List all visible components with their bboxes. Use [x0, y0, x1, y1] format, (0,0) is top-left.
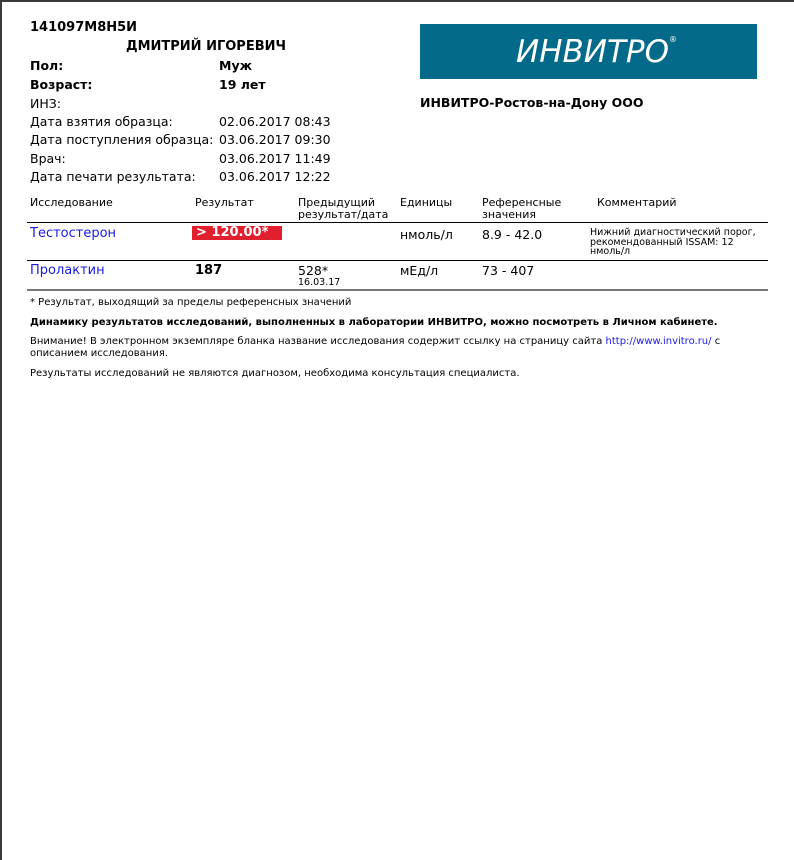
sample-received-value: 03.06.2017 09:30	[219, 132, 331, 147]
lab-org-name: ИНВИТРО-Ростов-на-Дону ООО	[420, 95, 644, 110]
row-divider	[27, 260, 768, 261]
col-header-ref	[482, 197, 561, 221]
invitro-site-link[interactable]: http://www.invitro.ru/	[605, 336, 712, 347]
col-header-result: Результат	[195, 196, 254, 209]
col-header-test: Исследование	[30, 196, 113, 209]
inz-label: ИНЗ:	[30, 96, 61, 111]
sex-label: Пол:	[30, 58, 64, 73]
col-header-prev-line1: Предыдущий	[298, 196, 376, 209]
col-header-units: Единицы	[400, 196, 453, 209]
ref-range-value: 73 - 407	[482, 263, 535, 278]
col-header-ref-line1: Референсные	[482, 196, 562, 209]
age-label: Возраст:	[30, 77, 93, 92]
frame-top-border	[0, 0, 794, 2]
test-link-testosterone[interactable]: Тестостерон	[30, 226, 117, 241]
sex-value: Муж	[219, 58, 253, 73]
sample-received-label: Дата поступления образца:	[30, 132, 214, 147]
test-link-prolactin[interactable]: Пролактин	[30, 263, 105, 278]
result-value: 187	[195, 263, 223, 278]
doctor-value: 03.06.2017 11:49	[219, 151, 331, 166]
dynamics-note: Динамику результатов исследований, выполненных в лаборатории ИНВИТРО, можно посмотреть в Личном кабинете.	[30, 317, 718, 328]
attention-note	[30, 336, 760, 360]
result-flagged-value: > 120.00*	[192, 226, 282, 240]
table-bottom-divider	[27, 289, 768, 291]
sample-taken-label: Дата взятия образца:	[30, 114, 173, 129]
prev-result-date: 16.03.17	[298, 277, 341, 288]
registered-mark-icon: ®	[669, 35, 677, 44]
age-value: 19 лет	[219, 77, 266, 92]
sample-taken-value: 02.06.2017 08:43	[219, 114, 331, 129]
col-header-comment: Комментарий	[597, 196, 677, 209]
doctor-label: Врач:	[30, 151, 66, 166]
frame-left-border	[0, 0, 2, 860]
col-header-prev-line2: результат/дата	[298, 208, 389, 221]
table-header-divider	[27, 222, 768, 223]
units-value: мЕд/л	[400, 263, 439, 278]
attention-text-after: с описанием исследования.	[30, 336, 721, 359]
col-header-prev	[298, 197, 388, 221]
comment-text: Нижний диагностический порог, рекомендованный ISSAM: 12 нмоль/л	[590, 227, 756, 257]
col-header-ref-line2: значения	[482, 208, 537, 221]
patient-name: ДМИТРИЙ ИГОРЕВИЧ	[126, 39, 286, 54]
attention-text-before: Внимание! В электронном экземпляре бланка название исследования содержит ссылку на страницу сайта	[30, 336, 606, 347]
invitro-logo	[420, 24, 757, 79]
print-date-label: Дата печати результата:	[30, 169, 196, 184]
units-value: нмоль/л	[400, 227, 453, 242]
disclaimer-note: Результаты исследований не являются диагнозом, необходима консультация специалиста.	[30, 368, 520, 379]
print-date-value: 03.06.2017 12:22	[219, 169, 331, 184]
logo-text: ИНВИТРО	[516, 33, 669, 70]
patient-id: 141097M8H5И	[30, 20, 138, 35]
prev-result-value: 528*	[298, 263, 329, 278]
asterisk-note: * Результат, выходящий за пределы референсных значений	[30, 297, 352, 308]
ref-range-value: 8.9 - 42.0	[482, 227, 543, 242]
